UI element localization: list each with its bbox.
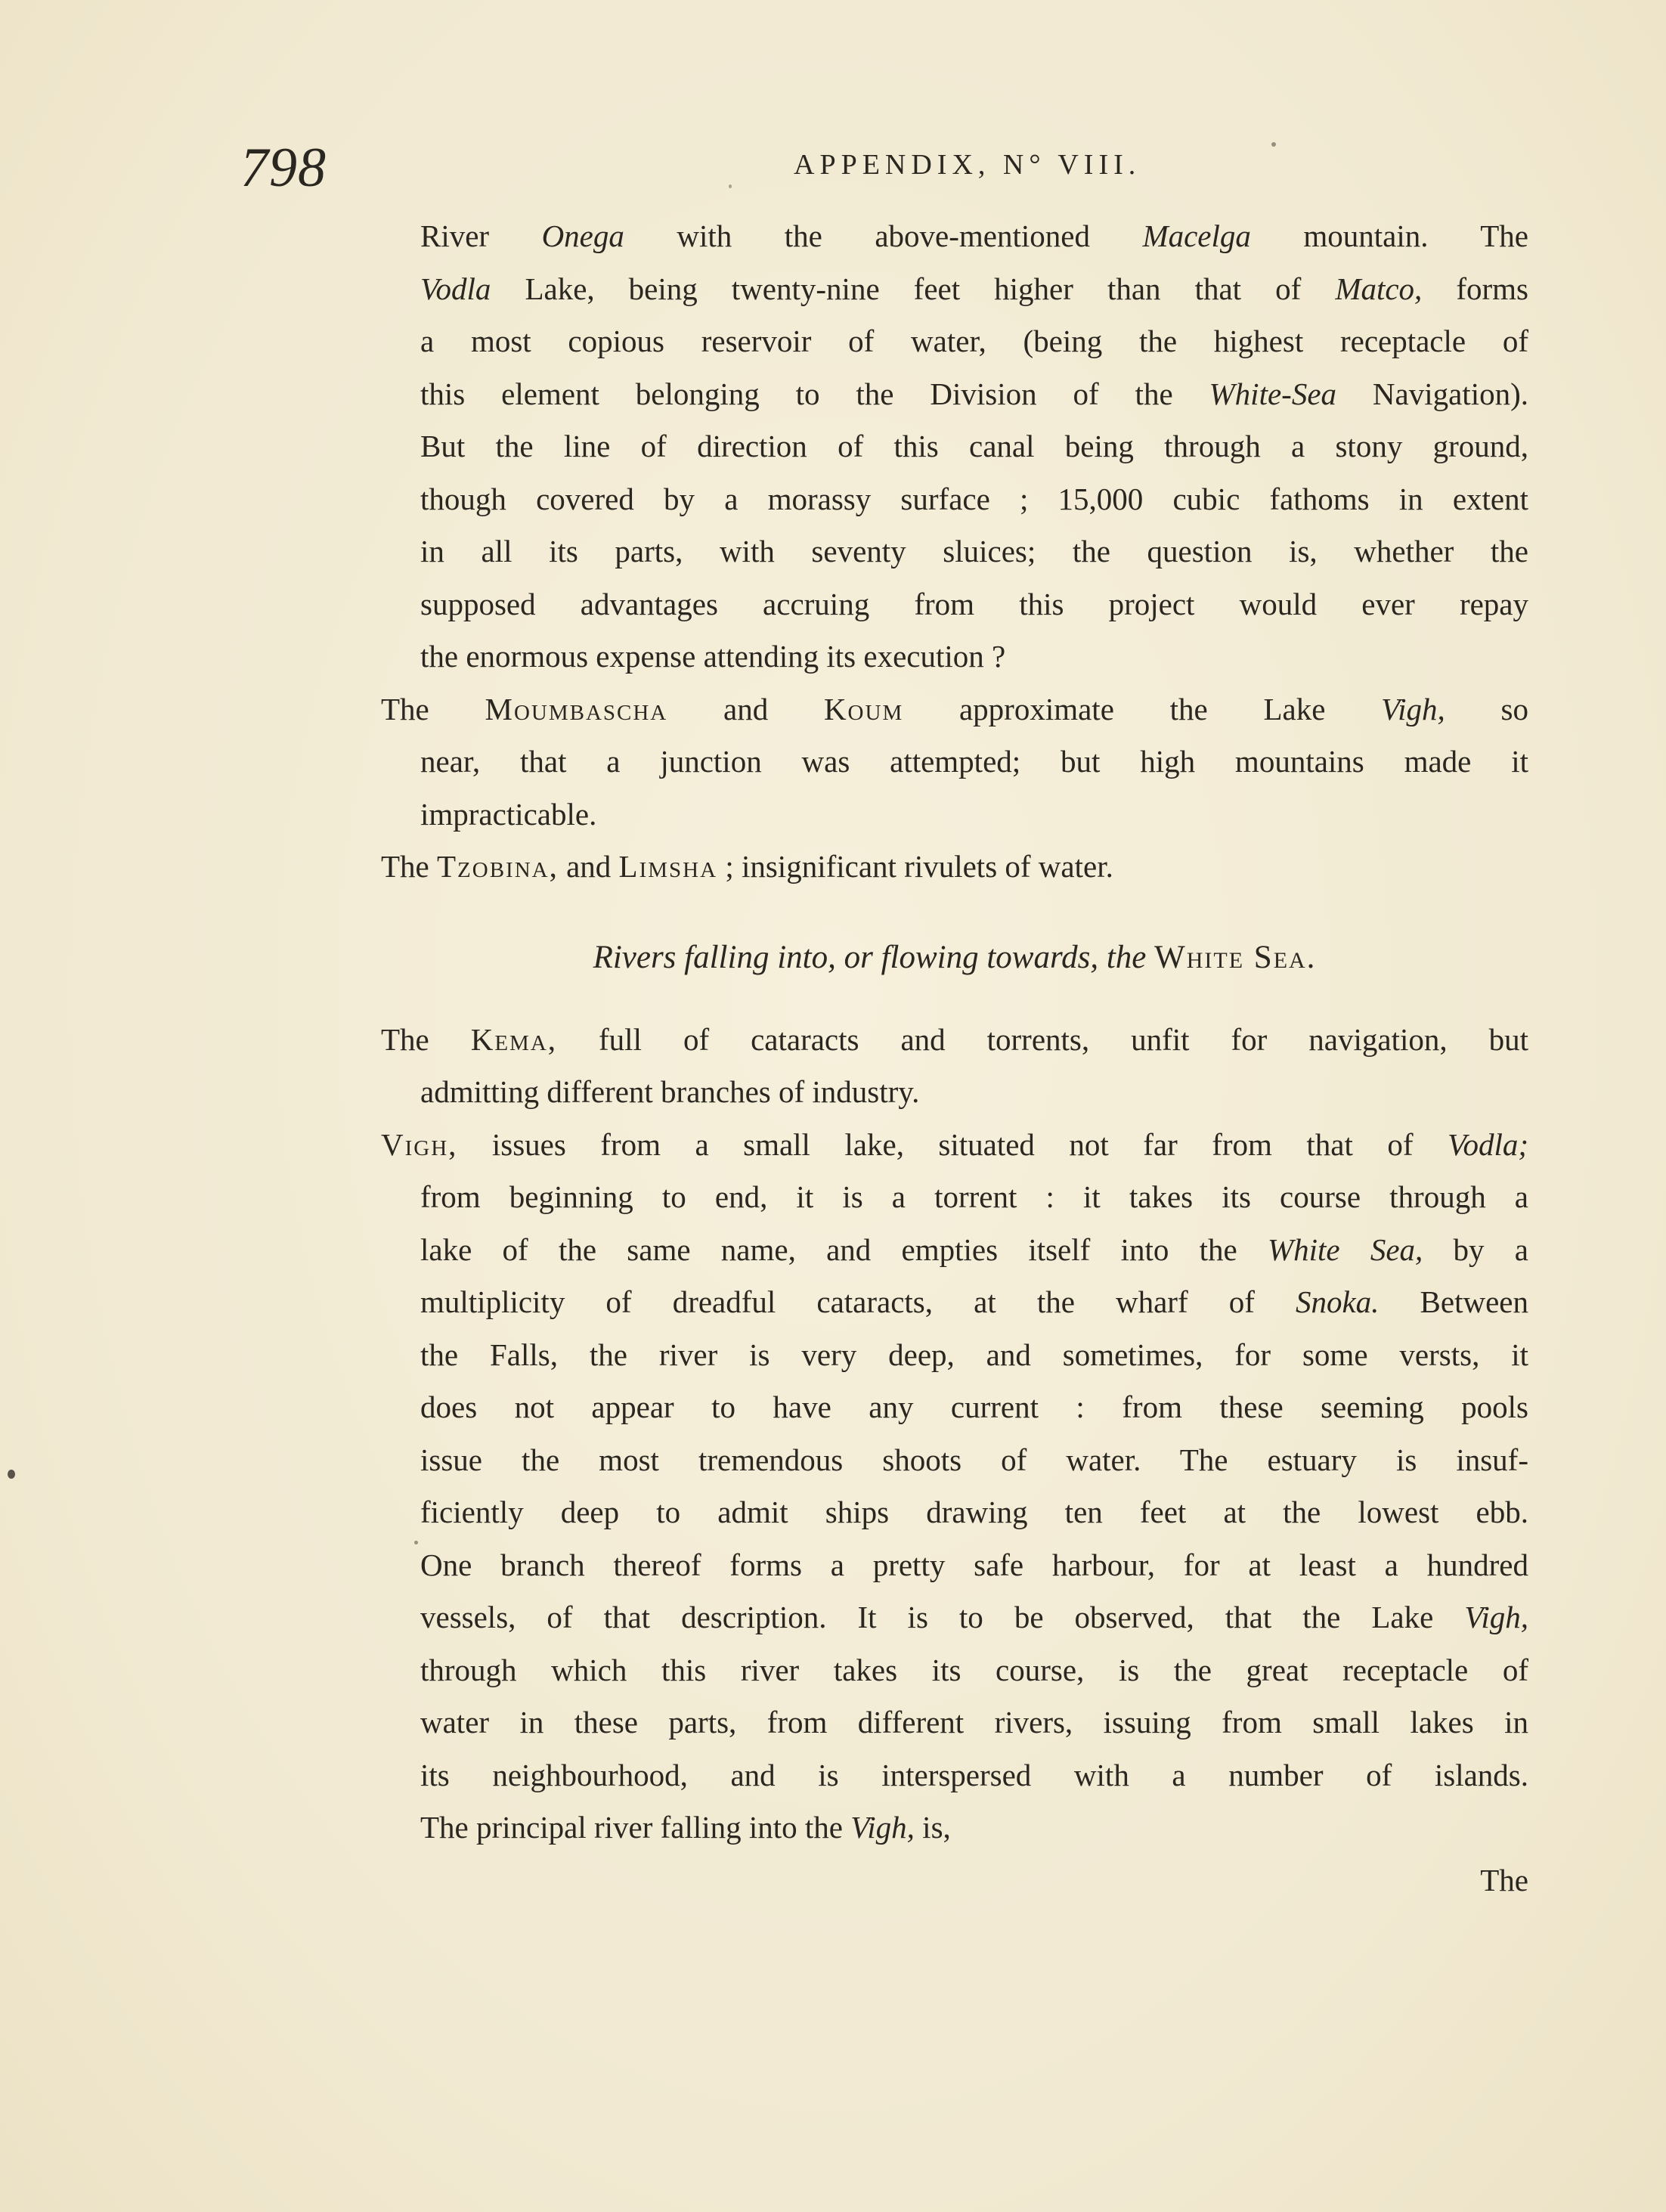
text-line: supposed advantages accruing from this project would ever repay [420, 586, 1528, 621]
text-line: its neighbourhood, and is interspersed with a number of islands. [420, 1757, 1528, 1792]
text-line: water in these parts, from different rivers, issuing from small lakes in [420, 1705, 1528, 1740]
text-line: vessels, of that description. It is to be observed, that the Lake Vigh, [420, 1600, 1528, 1634]
catchword: The [1480, 1862, 1528, 1898]
text-line: the Falls, the river is very deep, and sometimes, for some versts, it [420, 1337, 1528, 1372]
text-line: The principal river falling into the Vigh, is, [420, 1810, 951, 1845]
text-line: Vigh, issues from a small lake, situated not far from that of Vodla; [381, 1126, 1528, 1162]
paragraph-tzobina [381, 841, 1528, 894]
text-line: from beginning to end, it is a torrent : it takes its course through a [420, 1179, 1528, 1214]
text-line: The Tzobina, and Limsha ; insignificant rivulets of water. [381, 849, 1113, 884]
text-line: multiplicity of dreadful cataracts, at the wharf of Snoka. Between [420, 1284, 1528, 1319]
paper-speck [414, 1541, 418, 1544]
text-line: lake of the same name, and empties itself into the White Sea, by a [420, 1231, 1528, 1267]
text-line: impracticable. [420, 796, 597, 832]
section-heading: Rivers falling into, or flowing towards, the White Sea. [593, 939, 1317, 975]
text-line: River Onega with the above-mentioned Macelga mountain. The [420, 218, 1528, 253]
text-line: the enormous expense attending its execution ? [420, 639, 1006, 674]
text-line: The Kema, full of cataracts and torrents, unfit for navigation, but [381, 1021, 1528, 1057]
text-line: But the line of direction of this canal being through a stony ground, [420, 429, 1528, 463]
text-line: ficiently deep to admit ships drawing ten feet at the lowest ebb. [420, 1495, 1528, 1529]
paragraph-vigh [381, 1119, 1528, 1854]
text-line: does not appear to have any current : from these seeming pools [420, 1389, 1528, 1424]
text-line: through which this river takes its course, is the great receptacle of [420, 1652, 1528, 1687]
text-line: though covered by a morassy surface ; 15,000 cubic fathoms in extent [420, 481, 1528, 516]
text-line: admitting different branches of industry. [420, 1074, 920, 1109]
text-line: a most copious reservoir of water, (being the highest receptacle of [420, 324, 1528, 358]
paper-speck [8, 1470, 15, 1479]
paper-speck [1271, 142, 1276, 147]
text-line: One branch thereof forms a pretty safe harbour, for at least a hundred [420, 1547, 1528, 1582]
text-line: The Moumbascha and Koum approximate the Lake Vigh, so [381, 691, 1528, 726]
text-line: Vodla Lake, being twenty-nine feet higher than that of Matco, forms [420, 271, 1529, 306]
paragraph-moumbascha [381, 683, 1528, 841]
paragraph-onega [420, 210, 1528, 683]
paragraph-kema [381, 1014, 1528, 1119]
text-line: issue the most tremendous shoots of water. The estuary is insuf- [420, 1442, 1528, 1477]
body-text [381, 210, 1529, 1907]
text-line: near, that a junction was attempted; but high mountains made it [420, 744, 1528, 779]
text-line: in all its parts, with seventy sluices; the question is, whether the [420, 534, 1528, 568]
running-head: APPENDIX, N° VIII. [794, 149, 1141, 181]
text-line: this element belonging to the Division of the White-Sea Navigation). [420, 376, 1528, 411]
paper-speck [729, 184, 732, 188]
page-number: 798 [240, 137, 327, 199]
